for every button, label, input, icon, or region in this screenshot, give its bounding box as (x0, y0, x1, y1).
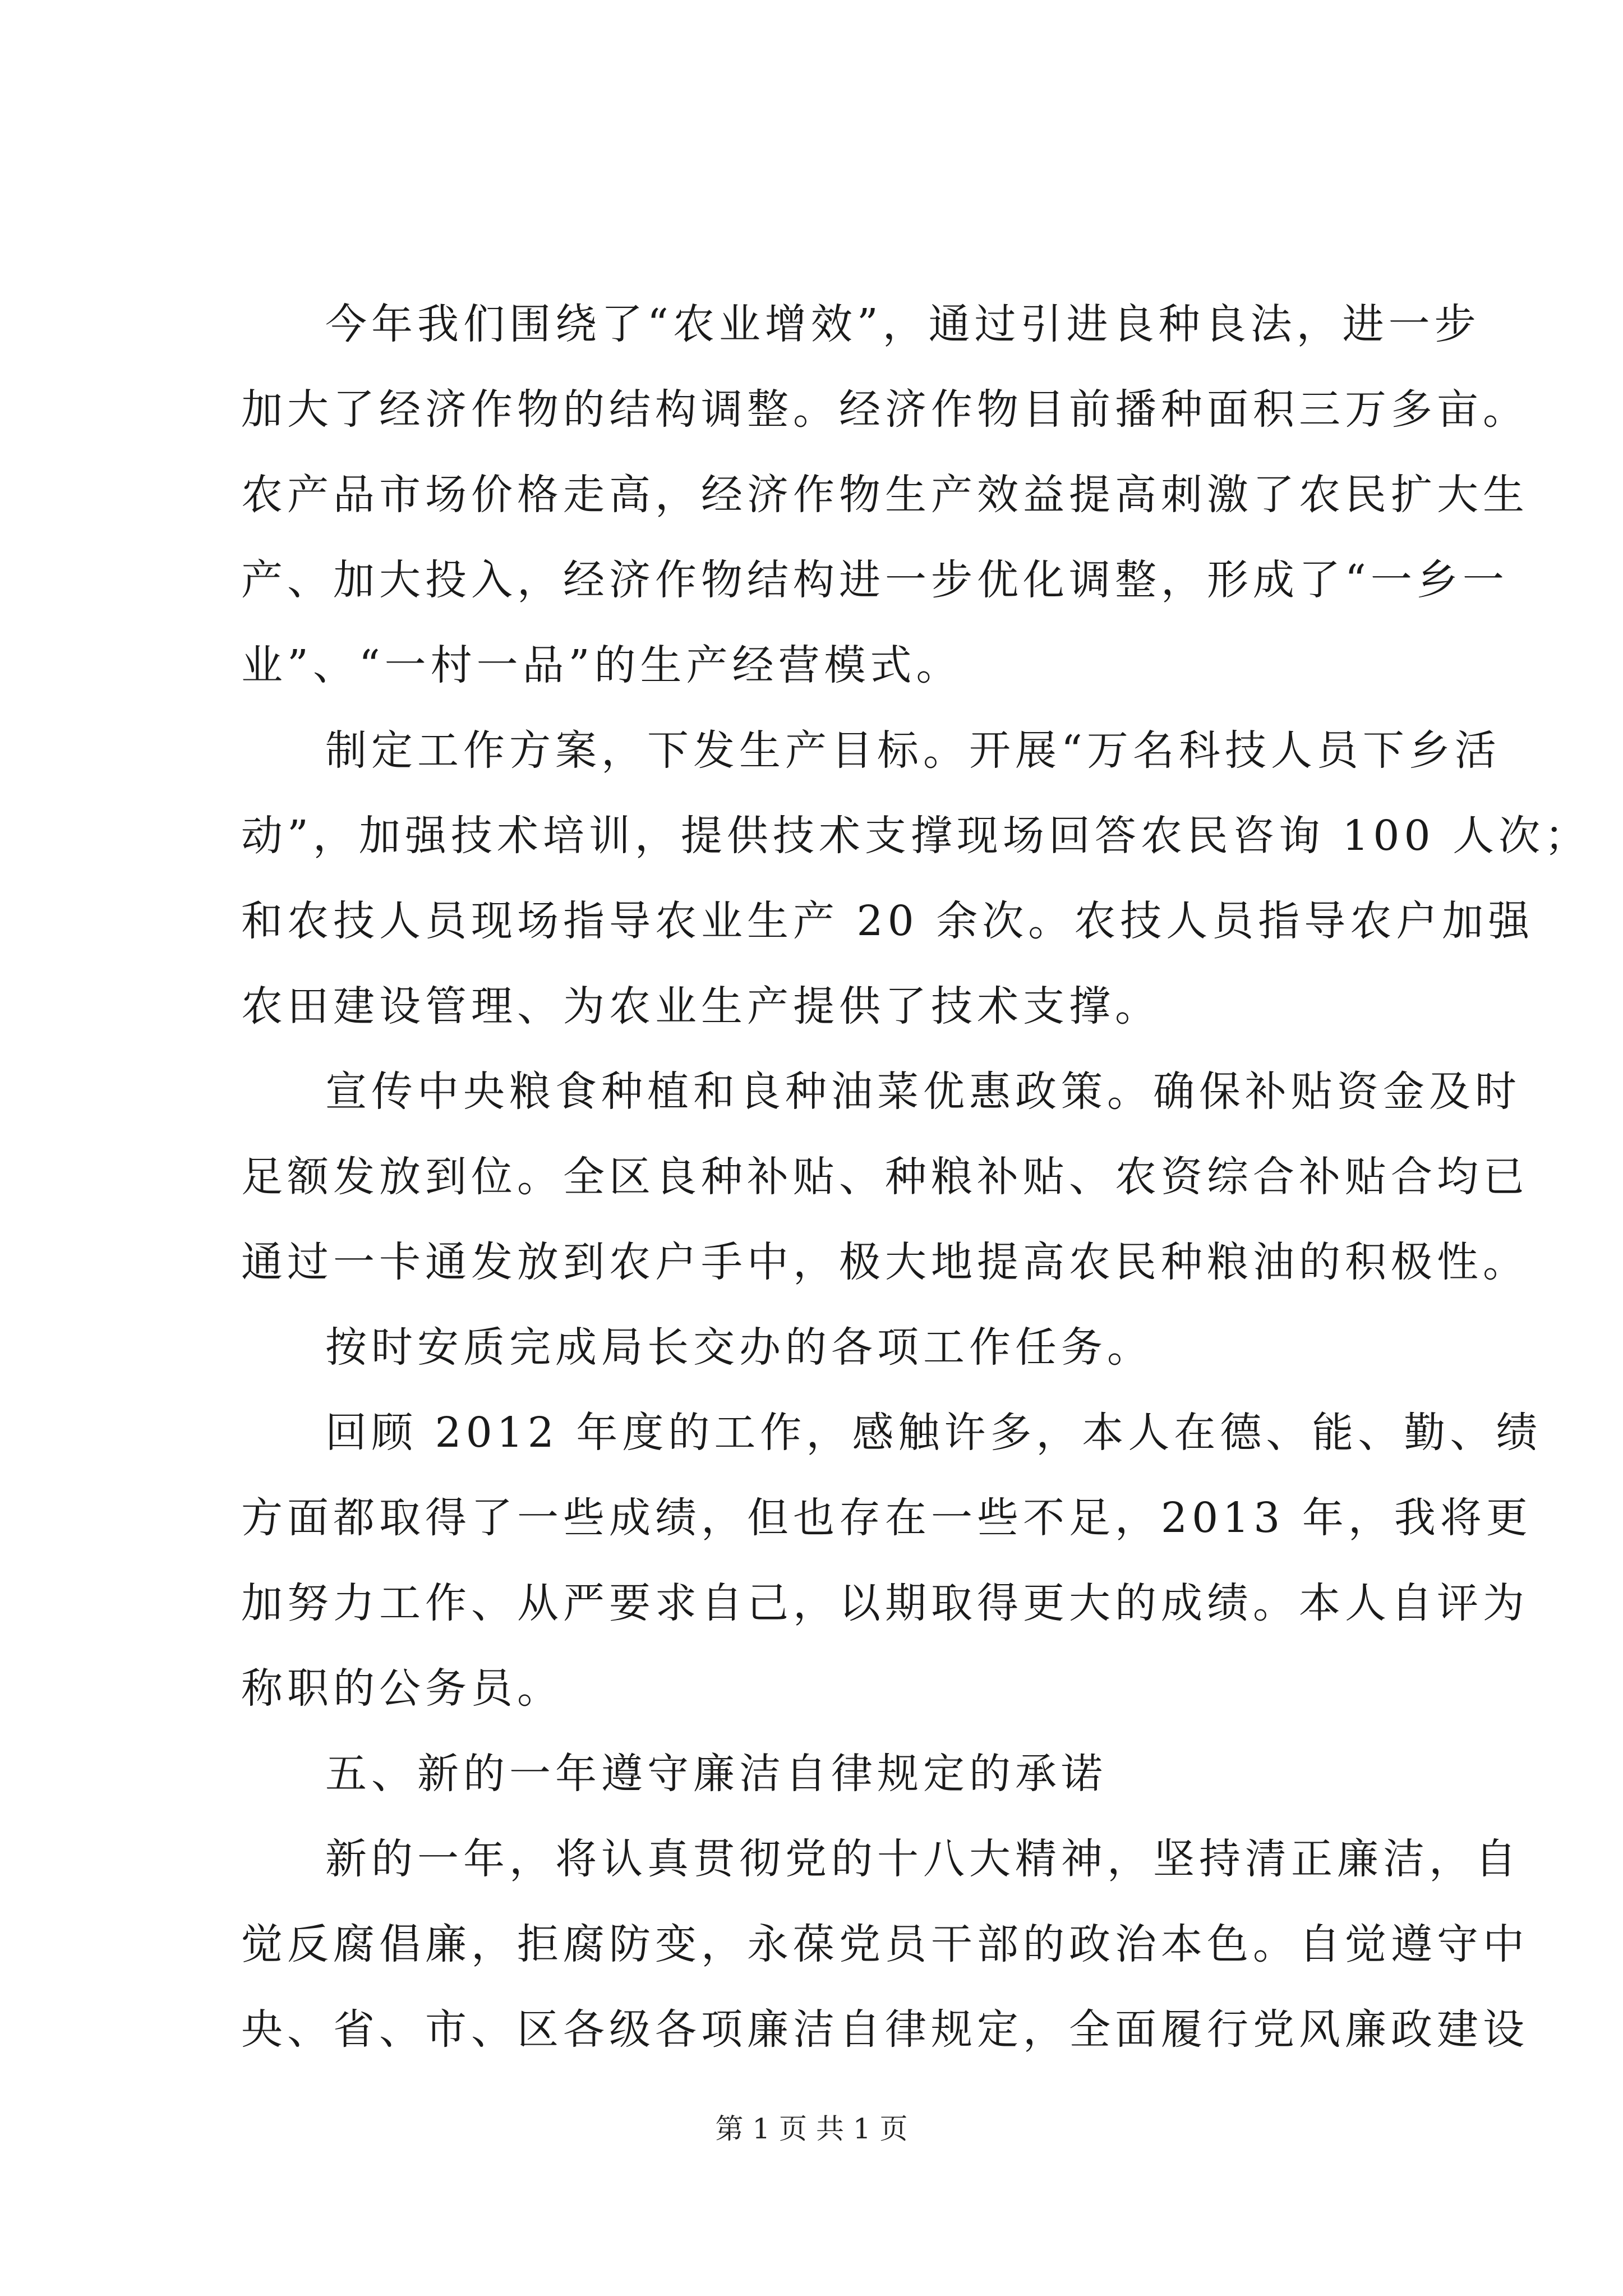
paragraph-line: 今年我们围绕了“农业增效”，通过引进良种良法，进一步 (325, 300, 1481, 348)
paragraph-line: 方面都取得了一些成绩，但也存在一些不足，2013 年，我将更 (241, 1494, 1532, 1542)
paragraph-line: 农产品市场价格走高，经济作物生产效益提高刺激了农民扩大生 (241, 471, 1529, 519)
paragraph-line: 央、省、市、区各级各项廉洁自律规定，全面履行党风廉政建设 (241, 2005, 1529, 2054)
paragraph-line: 回顾 2012 年度的工作，感触许多，本人在德、能、勤、绩 (325, 1409, 1542, 1457)
paragraph-line: 农田建设管理、为农业生产提供了技术支撑。 (241, 982, 1161, 1030)
page-number: 第 1 页 共 1 页 (715, 2113, 908, 2145)
paragraph-line: 宣传中央粮食种植和良种油菜优惠政策。确保补贴资金及时 (325, 1068, 1521, 1116)
paragraph-line: 产、加大投入，经济作物结构进一步优化调整，形成了“一乡一 (241, 556, 1509, 604)
document-body (241, 282, 1591, 2072)
paragraph-line: 制定工作方案，下发生产目标。开展“万名科技人员下乡活 (325, 726, 1501, 775)
paragraph-line: 觉反腐倡廉，拒腐防变，永葆党员干部的政治本色。自觉遵守中 (241, 1920, 1529, 1968)
paragraph-line: 足额发放到位。全区良种补贴、种粮补贴、农资综合补贴合均已 (241, 1153, 1529, 1201)
paragraph-line: 按时安质完成局长交办的各项工作任务。 (325, 1323, 1153, 1372)
paragraph-line: 业”、“一村一品”的生产经营模式。 (241, 641, 962, 689)
paragraph-line: 新的一年，将认真贯彻党的十八大精神，坚持清正廉洁，自 (325, 1835, 1521, 1883)
paragraph-line: 动”，加强技术培训，提供技术支撑现场回答农民咨询 100 人次； (241, 812, 1591, 860)
paragraph-line: 称职的公务员。 (241, 1664, 563, 1713)
section-heading: 五、新的一年遵守廉洁自律规定的承诺 (325, 1750, 1107, 1798)
paragraph-line: 通过一卡通发放到农户手中，极大地提高农民种粮油的积极性。 (241, 1238, 1529, 1286)
paragraph-line: 和农技人员现场指导农业生产 20 余次。农技人员指导农户加强 (241, 897, 1534, 945)
page-footer (0, 2109, 1623, 2148)
paragraph-line: 加大了经济作物的结构调整。经济作物目前播种面积三万多亩。 (241, 385, 1529, 434)
paragraph-line: 加努力工作、从严要求自己，以期取得更大的成绩。本人自评为 (241, 1579, 1529, 1627)
